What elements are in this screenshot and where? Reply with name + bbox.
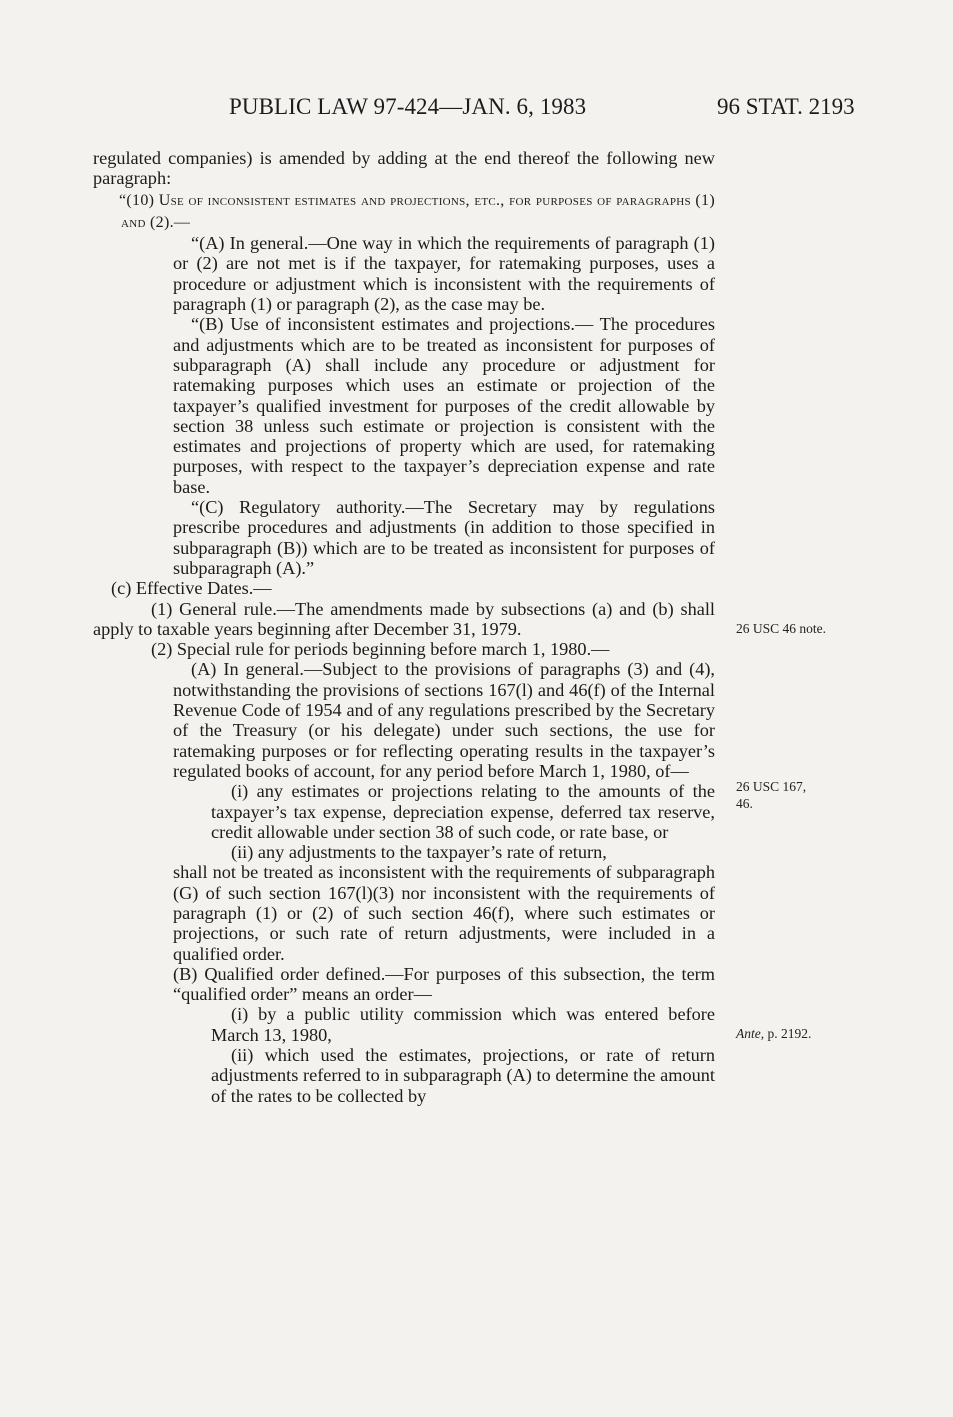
subparagraph-c: “(C) Regulatory authority.—The Secretary may by regulations prescribe procedures and adjustments (in addition to those specified in subparagraph (B)) which are to be treated as inconsistent for purposes of subparagraph (A).”	[173, 497, 715, 578]
margin-note-usc-46: 26 USC 46 note.	[736, 621, 827, 636]
margin-note-line: 26 USC 167,	[736, 779, 807, 794]
statute-body	[93, 148, 715, 1106]
margin-note-line: 46.	[736, 796, 753, 811]
clause-i: (i) any estimates or projections relating to the amounts of the taxpayer’s tax expense, depreciation expense, deferred tax reserve, credit allowable under section 38 of such code, or rate base, or	[211, 781, 715, 842]
subparagraph-2b: (B) Qualified order defined.—For purposes of this subsection, the term “qualified order” means an order—	[173, 963, 715, 1005]
paragraph-10-heading: “(10) Use of inconsistent estimates and projections, etc., for purposes of paragraphs (1) and (2).—	[119, 191, 715, 231]
clause-ii: (ii) any adjustments to the taxpayer’s rate of return,	[231, 842, 607, 863]
margin-note-ante-italic: Ante,	[736, 1026, 765, 1041]
paragraph-1-general-rule: (1) General rule.—The amendments made by subsections (a) and (b) shall apply to taxable years beginning after December 31, 1979.	[93, 598, 715, 639]
subparagraph-2a: (A) In general.—Subject to the provisions of paragraphs (3) and (4), notwithstanding the provisions of sections 167(l) and 46(f) of the Internal Revenue Code of 1954 and of any regulations prescribed by the Secretary of the Treasury (or his delegate) under such sections, the use for ratemaking purposes or for reflecting operating results in the taxpayer’s regulated books of account, for any period before March 1, 1980, of—	[173, 659, 715, 781]
subparagraph-a: “(A) In general.—One way in which the requirements of paragraph (1) or (2) are not met is if the taxpayer, for ratemaking purposes, uses a procedure or adjustment which is inconsistent with the requirements of paragraph (1) or paragraph (2), as the case may be.	[173, 233, 715, 315]
paragraph-intro: regulated companies) is amended by adding at the end thereof the following new paragraph:	[93, 148, 715, 189]
continuation-paragraph: shall not be treated as inconsistent with the requirements of subparagraph (G) of such section 167(l)(3) nor inconsistent with the requirements of paragraph (1) or (2) of such section 46(f), where such estimates or projections, or such rate of return adjustments, were included in a qualified order.	[173, 862, 715, 964]
margin-note-usc-167	[736, 778, 806, 812]
paragraph-2-special-rule: (2) Special rule for periods beginning before march 1, 1980.—	[151, 639, 610, 660]
running-title: PUBLIC LAW 97-424—JAN. 6, 1983	[229, 94, 587, 119]
subparagraph-b: “(B) Use of inconsistent estimates and projections.— The procedures and adjustments which are to be treated as inconsistent for purposes of subparagraph (A) shall include any procedure or adjustment for ratemaking purposes which uses an estimate or projection of the taxpayer’s qualified investment for purposes of the credit allowable by section 38 unless such estimate or projection is consistent with the estimates and projections of property which are used, for ratemaking purposes, with respect to the taxpayer’s depreciation expense and rate base.	[173, 314, 715, 497]
margin-note-ante-page: p. 2192.	[764, 1026, 812, 1041]
section-c-heading: (c) Effective Dates.—	[111, 578, 272, 599]
clause-b-i: (i) by a public utility commission which was entered before March 13, 1980,	[211, 1004, 715, 1045]
clause-b-ii: (ii) which used the estimates, projections, or rate of return adjustments referred to in subparagraph (A) to determine the amount of the rates to be collected by	[211, 1045, 715, 1106]
margin-note-ante	[736, 1025, 811, 1042]
statute-page-number: 96 STAT. 2193	[717, 94, 855, 119]
page-header	[0, 94, 953, 128]
